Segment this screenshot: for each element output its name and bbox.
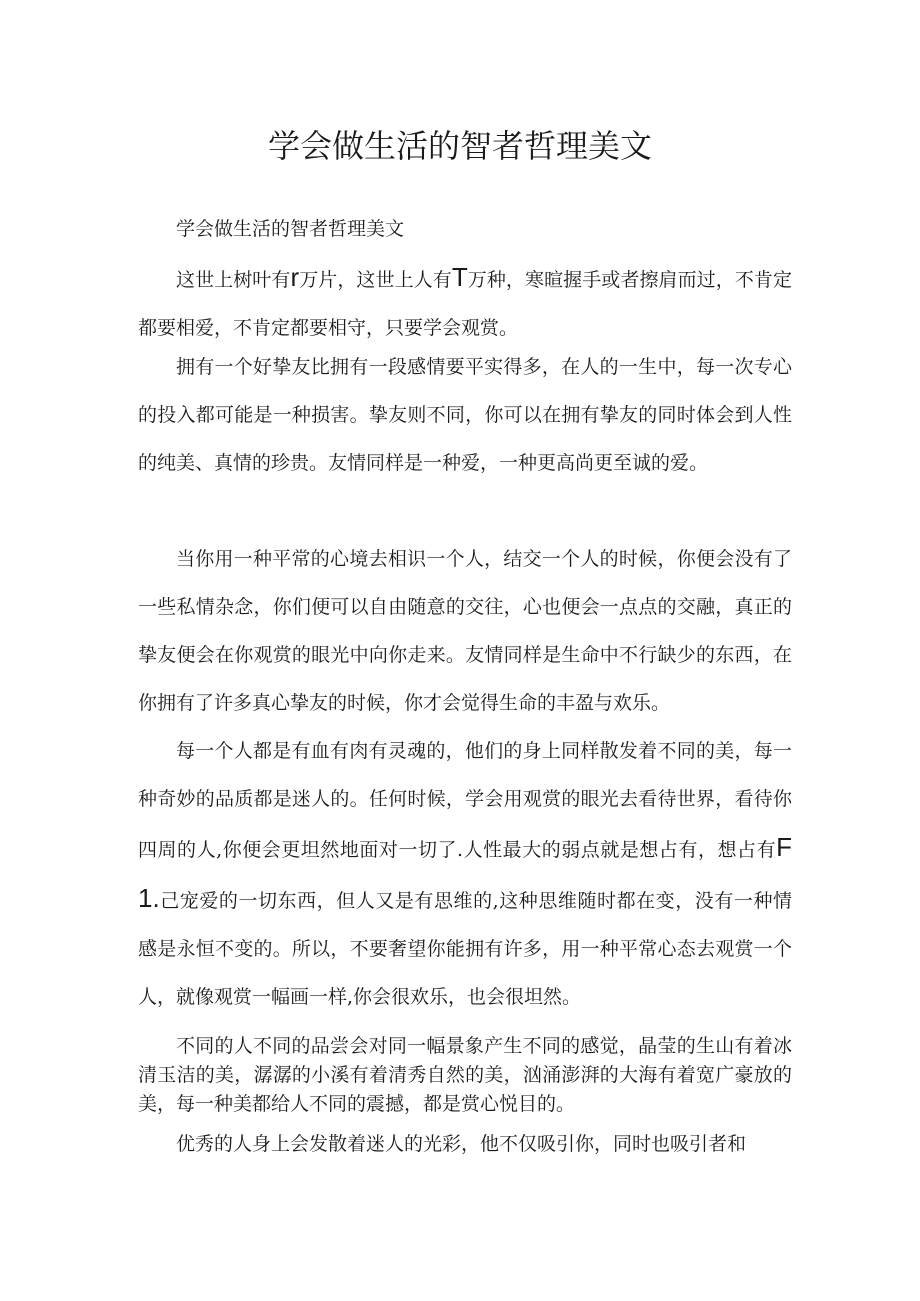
paragraph-subtitle: 学会做生活的智者哲理美文 bbox=[176, 218, 405, 240]
paragraph-4 bbox=[138, 727, 792, 1021]
paragraph-6: 优秀的人身上会发散着迷人的光彩，他不仅吸引你，同时也吸引者和 bbox=[176, 1133, 747, 1155]
paragraph-5: 不同的人不同的品尝会对同一幅景象产生不同的感觉，晶莹的生山有着冰清玉洁的美，潺潺的小溪有着清秀自然的美，汹涌澎湃的大海有着宽广豪放的美，每一种美都给人不同的震撼，都是赏心悦目的。 bbox=[138, 1035, 792, 1115]
paragraph-1 bbox=[138, 253, 792, 352]
paragraph-1-text-b: 万片，这世上人有 bbox=[299, 269, 452, 291]
paragraph-1-text-a: 这世上树叶有 bbox=[176, 269, 291, 291]
paragraph-4-text-b: 己宠爱的一切东西，但人又是有思维的,这种思维随时都在变，没有一种情感是永恒不变的。所以，不要奢望你能拥有许多，用一种平常心态去观赏一个人，就像观赏一幅画一样,你会很欢乐，也会很坦然。 bbox=[138, 890, 792, 1008]
paragraph-3: 当你用一种平常的心境去相识一个人，结交一个人的时候，你便会没有了一些私情杂念，你们便可以自由随意的交往，心也便会一点点的交融，真正的挚友便会在你观赏的眼光中向你走来。友情同样是生命中不行缺少的东西，在你拥有了许多真心挚友的时候，你才会觉得生命的丰盈与欢乐。 bbox=[138, 548, 792, 714]
paragraph-1-text-c: 万种，寒暄握手或者擦肩而过，不肯定都要相爱，不肯定都要相守，只要学会观赏。 bbox=[138, 269, 792, 339]
document-title: 学会做生活的智者哲理美文 bbox=[267, 127, 652, 165]
ocr-glyph-t: T bbox=[451, 262, 468, 292]
ocr-glyph-r: r bbox=[290, 262, 300, 292]
paragraph-2: 拥有一个好挚友比拥有一段感情要平实得多，在人的一生中，每一次专心的投入都可能是一种损害。挚友则不同，你可以在拥有挚友的同时体会到人性的纯美、真情的珍贵。友情同样是一种爱，一种更高尚更至诚的爱。 bbox=[138, 356, 792, 474]
paragraph-4-text-a: 每一个人都是有血有肉有灵魂的，他们的身上同样散发着不同的美，每一种奇妙的品质都是迷人的。任何时候，学会用观赏的眼光去看待世界，看待你四周的人,你便会更坦然地面对一切了.人性最大的弱点就是想占有，想占有 bbox=[138, 740, 792, 861]
ocr-glyph-f1: F1. bbox=[138, 832, 792, 913]
